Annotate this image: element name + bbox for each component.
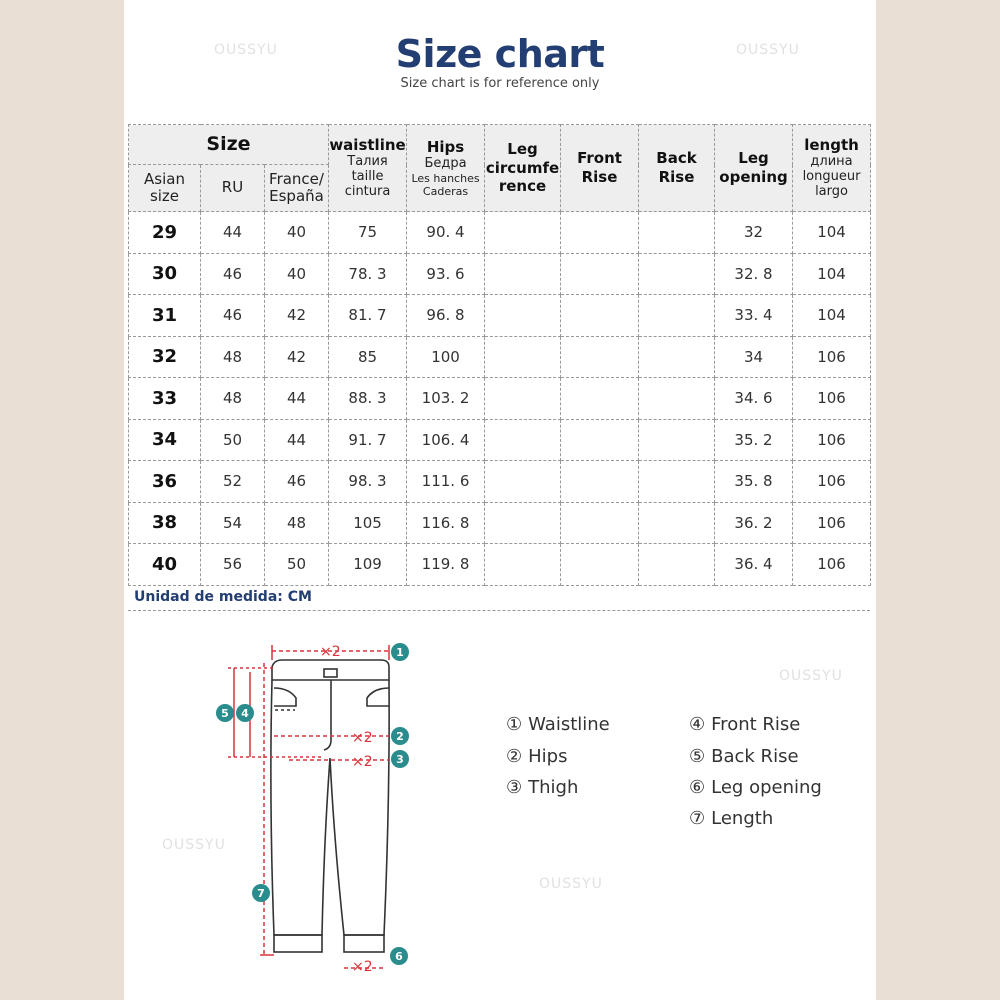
thigh-multiplier: ×2 xyxy=(352,754,373,770)
cell-leg xyxy=(485,544,561,586)
cell-front xyxy=(561,212,639,254)
cell-waist: 75 xyxy=(329,212,407,254)
cell-waist: 81. 7 xyxy=(329,295,407,337)
cell-ru: 52 xyxy=(201,461,265,503)
table-row xyxy=(129,461,871,503)
cell-waist: 98. 3 xyxy=(329,461,407,503)
cell-back xyxy=(639,544,715,586)
table-row xyxy=(129,419,871,461)
cell-length: 106 xyxy=(793,502,871,544)
multiplier-labels xyxy=(320,644,373,975)
table-row xyxy=(129,378,871,420)
header-back-rise: Back Rise xyxy=(639,125,715,212)
header-asian-size: Asian size xyxy=(129,165,201,212)
cell-waist: 91. 7 xyxy=(329,419,407,461)
header-ru: RU xyxy=(201,165,265,212)
cell-back xyxy=(639,295,715,337)
cell-leg xyxy=(485,461,561,503)
cell-hips: 116. 8 xyxy=(407,502,485,544)
cell-front xyxy=(561,461,639,503)
cell-length: 104 xyxy=(793,253,871,295)
pants-outline xyxy=(271,660,389,952)
cell-leg xyxy=(485,295,561,337)
cell-opening: 36. 2 xyxy=(715,502,793,544)
watermark: OUSSYU xyxy=(214,42,278,58)
cell-fr: 42 xyxy=(265,336,329,378)
legend-item: ④ Front Rise xyxy=(689,714,801,735)
page-title: Size chart xyxy=(395,32,605,76)
cell-hips: 96. 8 xyxy=(407,295,485,337)
cell-leg xyxy=(485,336,561,378)
cell-length: 104 xyxy=(793,212,871,254)
hips-multiplier: ×2 xyxy=(352,730,373,746)
size-group-header: Size xyxy=(129,125,329,165)
watermark: OUSSYU xyxy=(779,668,843,684)
cell-asian: 40 xyxy=(129,544,201,586)
cell-fr: 48 xyxy=(265,502,329,544)
svg-text:6: 6 xyxy=(395,950,403,963)
cell-length: 106 xyxy=(793,378,871,420)
cell-front xyxy=(561,253,639,295)
cell-hips: 119. 8 xyxy=(407,544,485,586)
cell-opening: 34. 6 xyxy=(715,378,793,420)
page-subtitle: Size chart is for reference only xyxy=(400,76,600,91)
cell-fr: 44 xyxy=(265,378,329,420)
unit-note: Unidad de medida: CM xyxy=(134,589,312,605)
legend-item: ② Hips xyxy=(506,746,568,767)
watermark: OUSSYU xyxy=(162,837,226,853)
waist-multiplier: ×2 xyxy=(320,644,341,660)
cell-ru: 50 xyxy=(201,419,265,461)
cell-hips: 100 xyxy=(407,336,485,378)
cell-leg xyxy=(485,378,561,420)
measure-lines xyxy=(228,645,389,968)
cell-fr: 50 xyxy=(265,544,329,586)
cell-hips: 103. 2 xyxy=(407,378,485,420)
cell-hips: 111. 6 xyxy=(407,461,485,503)
cell-back xyxy=(639,336,715,378)
cell-length: 106 xyxy=(793,544,871,586)
svg-text:5: 5 xyxy=(221,707,229,720)
markers xyxy=(216,643,409,965)
legend-item: ⑦ Length xyxy=(689,808,774,829)
header-hips: Hips Бедра Les hanches Caderas xyxy=(407,125,485,212)
cell-front xyxy=(561,544,639,586)
pants-diagram xyxy=(208,630,528,980)
cell-front xyxy=(561,502,639,544)
cell-ru: 46 xyxy=(201,253,265,295)
size-chart-sheet xyxy=(124,0,876,1000)
cell-opening: 35. 8 xyxy=(715,461,793,503)
cell-opening: 32. 8 xyxy=(715,253,793,295)
divider xyxy=(128,610,870,611)
cell-asian: 32 xyxy=(129,336,201,378)
table-row xyxy=(129,253,871,295)
svg-text:1: 1 xyxy=(396,646,404,659)
cell-asian: 33 xyxy=(129,378,201,420)
cell-fr: 44 xyxy=(265,419,329,461)
cell-hips: 93. 6 xyxy=(407,253,485,295)
legend-item: ⑤ Back Rise xyxy=(689,746,799,767)
cell-waist: 78. 3 xyxy=(329,253,407,295)
legend-item: ③ Thigh xyxy=(506,777,579,798)
legend-item: ① Waistline xyxy=(506,714,610,735)
cell-opening: 35. 2 xyxy=(715,419,793,461)
table-row xyxy=(129,544,871,586)
cell-opening: 36. 4 xyxy=(715,544,793,586)
cell-asian: 36 xyxy=(129,461,201,503)
cell-ru: 46 xyxy=(201,295,265,337)
legend-item: ⑥ Leg opening xyxy=(689,777,822,798)
table-row xyxy=(129,212,871,254)
svg-text:4: 4 xyxy=(241,707,249,720)
cell-front xyxy=(561,336,639,378)
cell-fr: 46 xyxy=(265,461,329,503)
cell-fr: 40 xyxy=(265,253,329,295)
cell-waist: 109 xyxy=(329,544,407,586)
cell-asian: 38 xyxy=(129,502,201,544)
table-row xyxy=(129,295,871,337)
cell-opening: 32 xyxy=(715,212,793,254)
watermark: OUSSYU xyxy=(736,42,800,58)
header-france-espana: France/ España xyxy=(265,165,329,212)
svg-text:3: 3 xyxy=(396,753,404,766)
cell-asian: 31 xyxy=(129,295,201,337)
cell-length: 106 xyxy=(793,336,871,378)
cell-fr: 42 xyxy=(265,295,329,337)
cell-back xyxy=(639,502,715,544)
header-length: length длина longueur largo xyxy=(793,125,871,212)
cell-opening: 34 xyxy=(715,336,793,378)
cell-hips: 90. 4 xyxy=(407,212,485,254)
cell-waist: 88. 3 xyxy=(329,378,407,420)
cell-ru: 48 xyxy=(201,378,265,420)
header-leg-circumference: Leg circumfe rence xyxy=(485,125,561,212)
header-waistline: waistline Талия taille cintura xyxy=(329,125,407,212)
cell-asian: 30 xyxy=(129,253,201,295)
svg-text:7: 7 xyxy=(257,887,265,900)
cell-back xyxy=(639,253,715,295)
cell-fr: 40 xyxy=(265,212,329,254)
cell-leg xyxy=(485,419,561,461)
cell-length: 106 xyxy=(793,419,871,461)
cell-waist: 105 xyxy=(329,502,407,544)
cell-leg xyxy=(485,502,561,544)
size-table xyxy=(128,124,871,586)
cell-front xyxy=(561,378,639,420)
cell-ru: 48 xyxy=(201,336,265,378)
cell-ru: 56 xyxy=(201,544,265,586)
cell-waist: 85 xyxy=(329,336,407,378)
cell-leg xyxy=(485,253,561,295)
opening-multiplier: ×2 xyxy=(352,959,373,975)
cell-ru: 44 xyxy=(201,212,265,254)
cell-back xyxy=(639,378,715,420)
cell-length: 104 xyxy=(793,295,871,337)
cell-front xyxy=(561,419,639,461)
watermark: OUSSYU xyxy=(539,876,603,892)
header-leg-opening: Leg opening xyxy=(715,125,793,212)
cell-back xyxy=(639,212,715,254)
cell-front xyxy=(561,295,639,337)
header-front-rise: Front Rise xyxy=(561,125,639,212)
cell-length: 106 xyxy=(793,461,871,503)
svg-text:2: 2 xyxy=(396,730,404,743)
cell-leg xyxy=(485,212,561,254)
cell-hips: 106. 4 xyxy=(407,419,485,461)
table-row xyxy=(129,336,871,378)
table-row xyxy=(129,502,871,544)
cell-ru: 54 xyxy=(201,502,265,544)
size-table-body xyxy=(129,212,871,586)
cell-back xyxy=(639,419,715,461)
cell-asian: 29 xyxy=(129,212,201,254)
cell-opening: 33. 4 xyxy=(715,295,793,337)
cell-back xyxy=(639,461,715,503)
cell-asian: 34 xyxy=(129,419,201,461)
